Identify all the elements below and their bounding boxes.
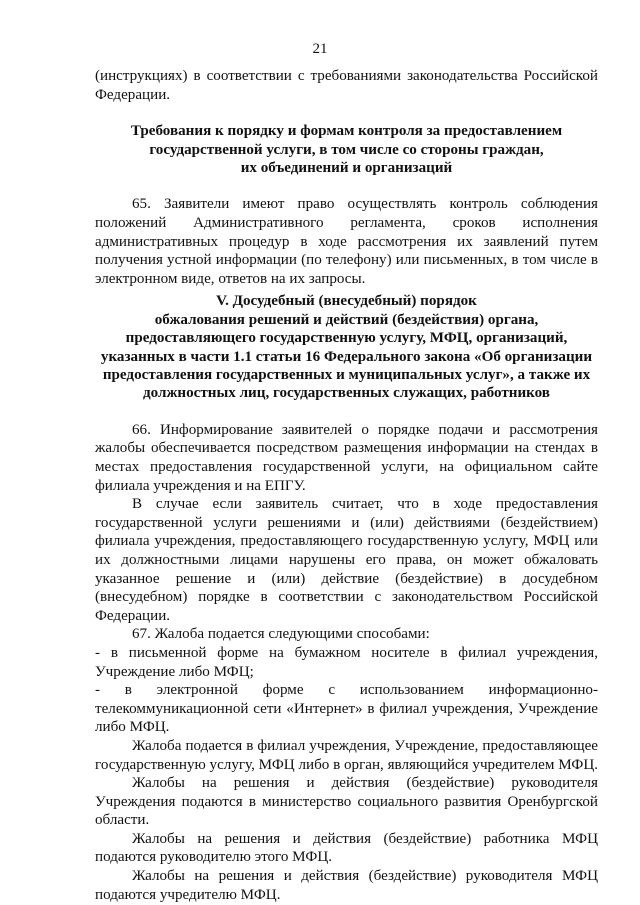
- chapter-heading-line: должностных лиц, государственных служащих, работников: [143, 385, 550, 402]
- chapter-heading-line: обжалования решений и действий (бездействия) органа,: [154, 311, 539, 328]
- continuation-paragraph: (инструкциях) в соответствии с требованиями законодательства Российской Федерации.: [95, 68, 598, 103]
- chapter-heading-line: указанных в части 1.1 статьи 16 Федерального закона «Об организации: [100, 348, 593, 365]
- body-paragraph: В случае если заявитель считает, что в ходе предоставления государственной услуги решениями и (или) действиями (бездействием) филиала учреждения, предоставляющего государственную услугу, МФЦ или их должностными лицами нарушены его права, он может обжаловать указанное решение и (или) действие (бездействие) в досудебном (внесудебном) порядке в соответствии с законодательством Российской Федерации.: [95, 496, 598, 624]
- body-paragraph: Жалоба подается в филиал учреждения, Учреждение, предоставляющее государственную услугу, МФЦ либо в орган, являющийся учредителем МФЦ.: [95, 737, 599, 773]
- section-heading: [95, 122, 598, 177]
- section-heading-line: Требования к порядку и формам контроля за предоставлением: [130, 123, 563, 140]
- chapter-heading-line: предоставления государственных и муниципальных услуг», а также их: [102, 367, 591, 383]
- body-paragraph: Жалобы на решения и действия (бездействие) работника МФЦ подаются руководителю этого МФЦ.: [95, 830, 598, 866]
- list-item: - в электронной форме с использованием информационно-телекоммуникационной сети «Интернет» в филиал учреждения, Учреждение либо МФЦ.: [95, 682, 598, 736]
- page-content: [95, 67, 598, 904]
- list-item: - в письменной форме на бумажном носителе в филиал учреждения, Учреждение либо МФЦ;: [95, 644, 598, 680]
- body-paragraph: Жалобы на решения и действия (бездействие) руководителя Учреждения подаются в министерство социального развития Оренбургской области.: [95, 775, 598, 829]
- paragraph-65: 65. Заявители имеют право осуществлять контроль соблюдения положений Административного регламента, сроков исполнения административных процедур в ходе рассмотрения их заявлений путем получения устной информации (по телефону) или письменных, в том числе в электронном виде, ответов на их запросы.: [95, 196, 598, 287]
- chapter-heading: [95, 292, 598, 402]
- section-heading-line: государственной услуги, в том числе со стороны граждан,: [149, 141, 544, 158]
- paragraph-66: 66. Информирование заявителей о порядке подачи и рассмотрения жалобы обеспечивается посредством размещения информации на стендах в местах предоставления государственной услуги, на официальном сайте филиала учреждения и на ЕПГУ.: [95, 421, 598, 494]
- chapter-heading-line: предоставляющего государственную услугу, МФЦ, организаций,: [125, 330, 568, 347]
- section-heading-line: их объединений и организаций: [240, 160, 453, 176]
- body-paragraph: Жалобы на решения и действия (бездействие) руководителя МФЦ подаются учредителю МФЦ.: [95, 868, 598, 903]
- chapter-heading-line: V. Досудебный (внесудебный) порядок: [216, 293, 477, 310]
- page-number: 21: [312, 41, 328, 57]
- paragraph-67: 67. Жалоба подается следующими способами:: [132, 626, 430, 643]
